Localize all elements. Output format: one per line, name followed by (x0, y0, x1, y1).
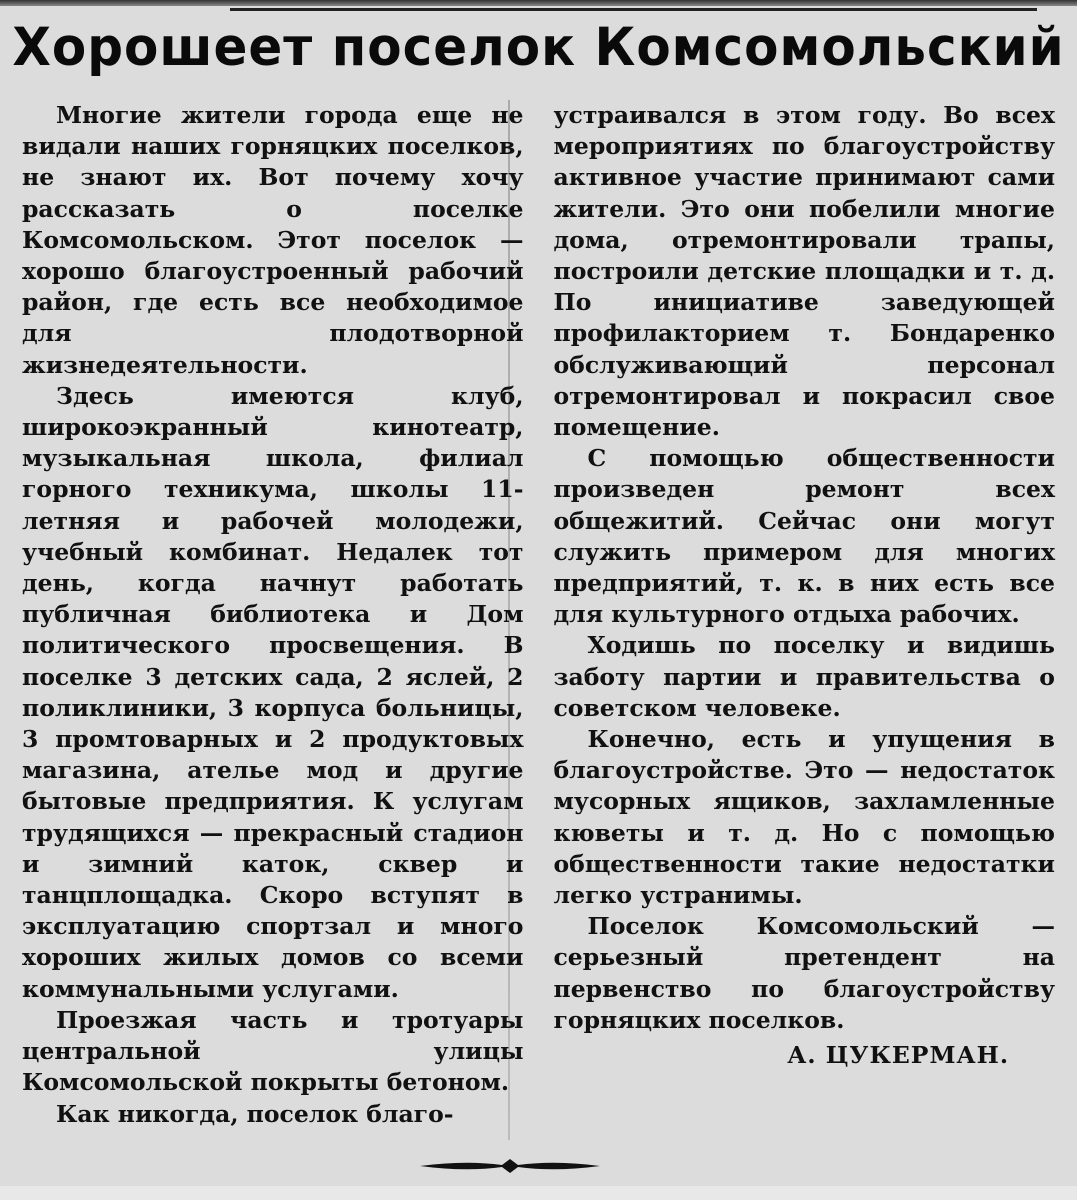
column-right (554, 100, 1056, 1140)
ornament-divider-icon (420, 1156, 600, 1176)
top-divider-line (230, 8, 1037, 11)
article-headline: Хорошеет поселок Комсомольский (12, 16, 1065, 78)
paragraph: Поселок Комсомольский — серьезный претендент на первенство по благоустройству горняцких поселков. (553, 912, 1055, 1034)
paragraph: Проезжая часть и тротуары центральной улицы Комсомольской покрыты бетоном. (22, 1005, 524, 1097)
paragraph: Как никогда, поселок благо- (56, 1099, 454, 1128)
paragraph: С помощью общественности произведен ремонт всех общежитий. Сейчас они могут служить примером для многих предприятий, т. к. в них есть все для культурного отдыха рабочих. (553, 444, 1055, 629)
article-body (22, 100, 1055, 1140)
paragraph: Многие жители города еще не видали наших горняцких поселков, не знают их. Вот почему хочу рассказать о поселке Комсомольском. Этот поселок — хорошо благоустроенный рабочий район, где есть все необходимое для плодотворной жизнедеятельности. (22, 101, 524, 379)
paragraph-continued: устраивался в этом году. Во всех мероприятиях по благоустройству активное участие принимают сами жители. Это они побелили многие дома, отремонтировали трапы, построили детские площадки и т. д. По инициативе заведующей профилакторием т. Бондаренко обслуживающий персонал отремонтировал и покрасил свое помещение. (553, 101, 1055, 442)
paragraph: Здесь имеются клуб, широкоэкранный кинотеатр, музыкальная школа, филиал горного техникума, школы 11-летняя и рабочей молодежи, учебный комбинат. Недалек тот день, когда начнут работать публичная библиотека и Дом политического просвещения. В поселке 3 детских сада, 2 яслей, 2 поликлиники, 3 корпуса больницы, 3 промтоварных и 2 продуктовых магазина, ателье мод и другие бытовые предприятия. К услугам трудящихся — прекрасный стадион и зимний каток, сквер и танцплощадка. Скоро вступят в эксплуатацию спортзал и много хороших жилых домов со всеми коммунальными услугами. (22, 381, 524, 1003)
author-signature: А. ЦУКЕРМАН. (787, 1041, 1009, 1070)
paragraph: Конечно, есть и упущения в благоустройстве. Это — недостаток мусорных ящиков, захламленные кюветы и т. д. Но с помощью общественности такие недостатки легко устранимы. (553, 725, 1055, 910)
paragraph: Ходишь по поселку и видишь заботу партии и правительства о советском человеке. (553, 631, 1055, 722)
column-left (22, 100, 524, 1140)
top-border-rule (0, 0, 1077, 6)
bottom-margin (0, 1186, 1077, 1200)
